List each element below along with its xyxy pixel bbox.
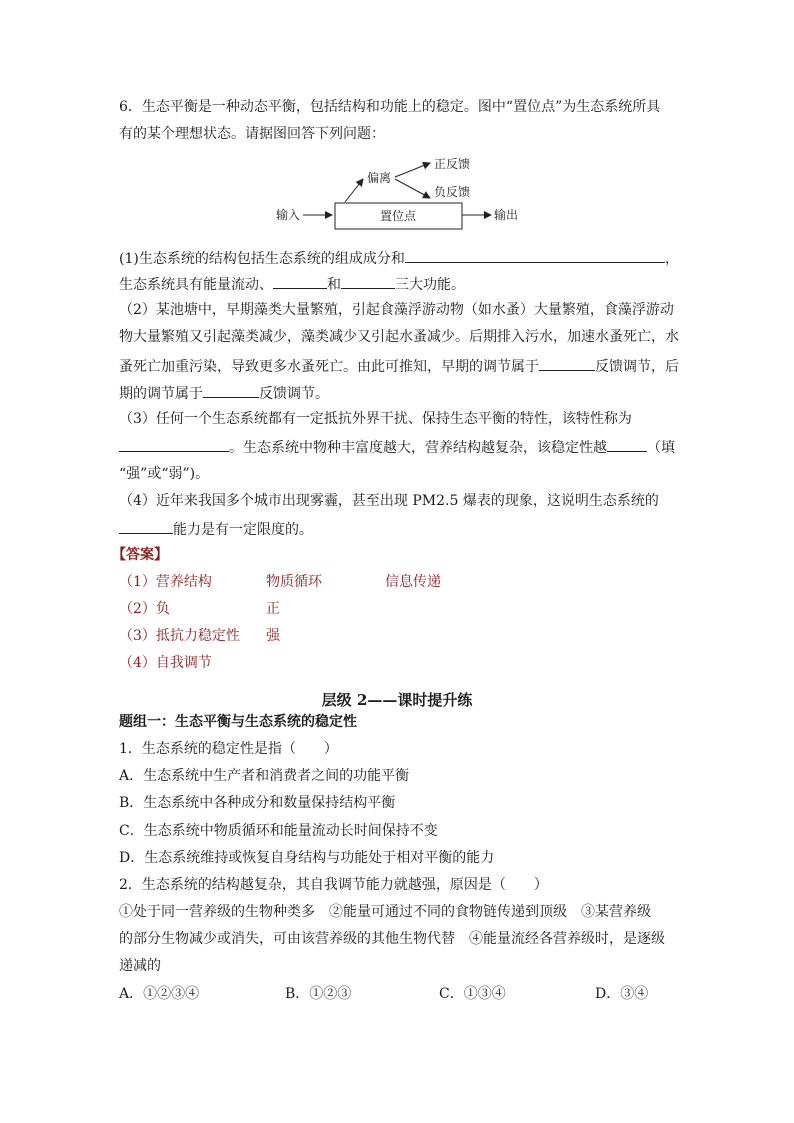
- q6-p1-text2: 生态系统具有能量流动、: [119, 277, 273, 293]
- q6-p2-text5: 期的调节属于: [119, 386, 203, 402]
- feedback-diagram: [270, 152, 530, 232]
- q6-p3-blank1[interactable]: [119, 437, 229, 452]
- q1-stem: 1．生态系统的稳定性是指（ ）: [119, 741, 338, 757]
- q2-option-a[interactable]: A．①②③④: [119, 986, 200, 1002]
- diagram-negative-label: 负反馈: [434, 185, 471, 199]
- diagram-input-label: 输入: [276, 208, 301, 222]
- q6-p1-text3: 三大功能。: [395, 277, 465, 293]
- answer-cell: （2）负: [119, 601, 170, 617]
- answer-cell: 正: [266, 601, 280, 617]
- q2-option-d[interactable]: D．③④: [595, 986, 649, 1002]
- q6-p1-line2: [119, 274, 465, 294]
- q6-p1-line1: [119, 248, 679, 268]
- q6-p2-line2: 物大量繁殖又引起藻类减少，藻类减少又引起水蚤减少。后期排入污水，加速水蚤死亡，水: [119, 329, 679, 345]
- q1-option-b[interactable]: B．生态系统中各种成分和数量保持结构平衡: [119, 795, 396, 811]
- group-heading: 题组一：生态平衡与生态系统的稳定性: [119, 714, 357, 730]
- q6-p3-blank2[interactable]: [607, 437, 647, 452]
- q6-p4-line2: [119, 519, 313, 539]
- q6-p3-text2: 。生态系统中物种丰富度越大，营养结构越复杂，该稳定性越: [229, 440, 607, 456]
- q6-p2-blank2[interactable]: [203, 383, 259, 398]
- diagram-setpoint-label: 置位点: [380, 209, 417, 223]
- q2-statement-line1: ①处于同一营养级的生物种类多 ②能量可通过不同的食物链传递到顶级 ③某营养级: [119, 904, 651, 920]
- answer-cell: 物质循环: [266, 574, 322, 590]
- q2-stem: 2．生态系统的结构越复杂，其自我调节能力就越强，原因是（ ）: [119, 877, 548, 893]
- deviation-arrow: [345, 179, 363, 202]
- q6-p1-text: (1)生态系统的结构包括生态系统的组成成分和: [119, 251, 405, 267]
- negative-arrow: [395, 179, 430, 198]
- answer-cell: 强: [266, 628, 280, 644]
- q6-p1-blank1[interactable]: [405, 248, 665, 263]
- q2-option-b[interactable]: B．①②③: [285, 986, 352, 1002]
- diagram-output-label: 输出: [494, 208, 519, 222]
- q6-stem-line2: 有的某个理想状态。请据图回答下列问题：: [119, 126, 385, 142]
- q6-p4-line1: （4）近年来我国多个城市出现雾霾，甚至出现 PM2.5 爆表的现象，这说明生态系统的: [119, 493, 659, 509]
- diagram-positive-label: 正反馈: [434, 157, 471, 171]
- q6-p3-text3: （填: [647, 440, 675, 456]
- q6-p3-line3: “强”或“弱”)。: [119, 466, 210, 482]
- q6-p3-line1: （3）任何一个生态系统都有一定抵抗外界干扰、保持生态平衡的特性，该特性称为: [119, 411, 632, 427]
- q6-stem-line1: 6．生态平衡是一种动态平衡，包括结构和功能上的稳定。图中“置位点”为生态系统所具: [119, 99, 661, 115]
- q6-p1-and: 和: [327, 277, 341, 293]
- q6-p2-line4: [119, 383, 329, 403]
- q6-p2-line1: （2）某池塘中，早期藻类大量繁殖，引起食藻浮游动物（如水蚤）大量繁殖，食藻浮游动: [119, 302, 674, 318]
- q6-p1-blank2[interactable]: [273, 274, 327, 289]
- q6-p2-blank1[interactable]: [539, 356, 595, 371]
- q6-p2-text4: 反馈调节，后: [595, 359, 679, 375]
- q6-p3-line2: [119, 437, 675, 457]
- q6-p1-comma: ，: [664, 251, 679, 267]
- q6-p4-blank1[interactable]: [119, 519, 173, 534]
- q6-p2-line3: [119, 356, 679, 376]
- q6-p2-text3: 蚤死亡加重污染，导致更多水蚤死亡。由此可推知，早期的调节属于: [119, 359, 539, 375]
- answer-heading: 【答案】: [112, 547, 168, 563]
- answer-cell: （4）自我调节: [119, 655, 212, 671]
- diagram-deviation-label: 偏离: [367, 171, 392, 185]
- q2-option-c[interactable]: C．①③④: [439, 986, 506, 1002]
- positive-arrow: [395, 163, 430, 177]
- q1-option-a[interactable]: A．生态系统中生产者和消费者之间的功能平衡: [119, 768, 410, 784]
- q1-option-d[interactable]: D．生态系统维持或恢复自身结构与功能处于相对平衡的能力: [119, 850, 495, 866]
- section-title: 层级 2——课时提升练: [321, 691, 473, 709]
- q1-option-c[interactable]: C．生态系统中物质循环和能量流动长时间保持不变: [119, 823, 438, 839]
- answer-cell: 信息传递: [385, 574, 441, 590]
- q2-statement-line3: 递减的: [119, 958, 161, 974]
- answer-cell: （1）营养结构: [119, 574, 212, 590]
- q6-p4-text2: 能力是有一定限度的。: [173, 522, 313, 538]
- q6-p1-blank3[interactable]: [341, 274, 395, 289]
- q2-statement-line2: 的部分生物减少或消失，可由该营养级的其他生物代替 ④能量流经各营养级时，是逐级: [119, 931, 665, 947]
- answer-cell: （3）抵抗力稳定性: [119, 628, 240, 644]
- q6-p2-text6: 反馈调节。: [259, 386, 329, 402]
